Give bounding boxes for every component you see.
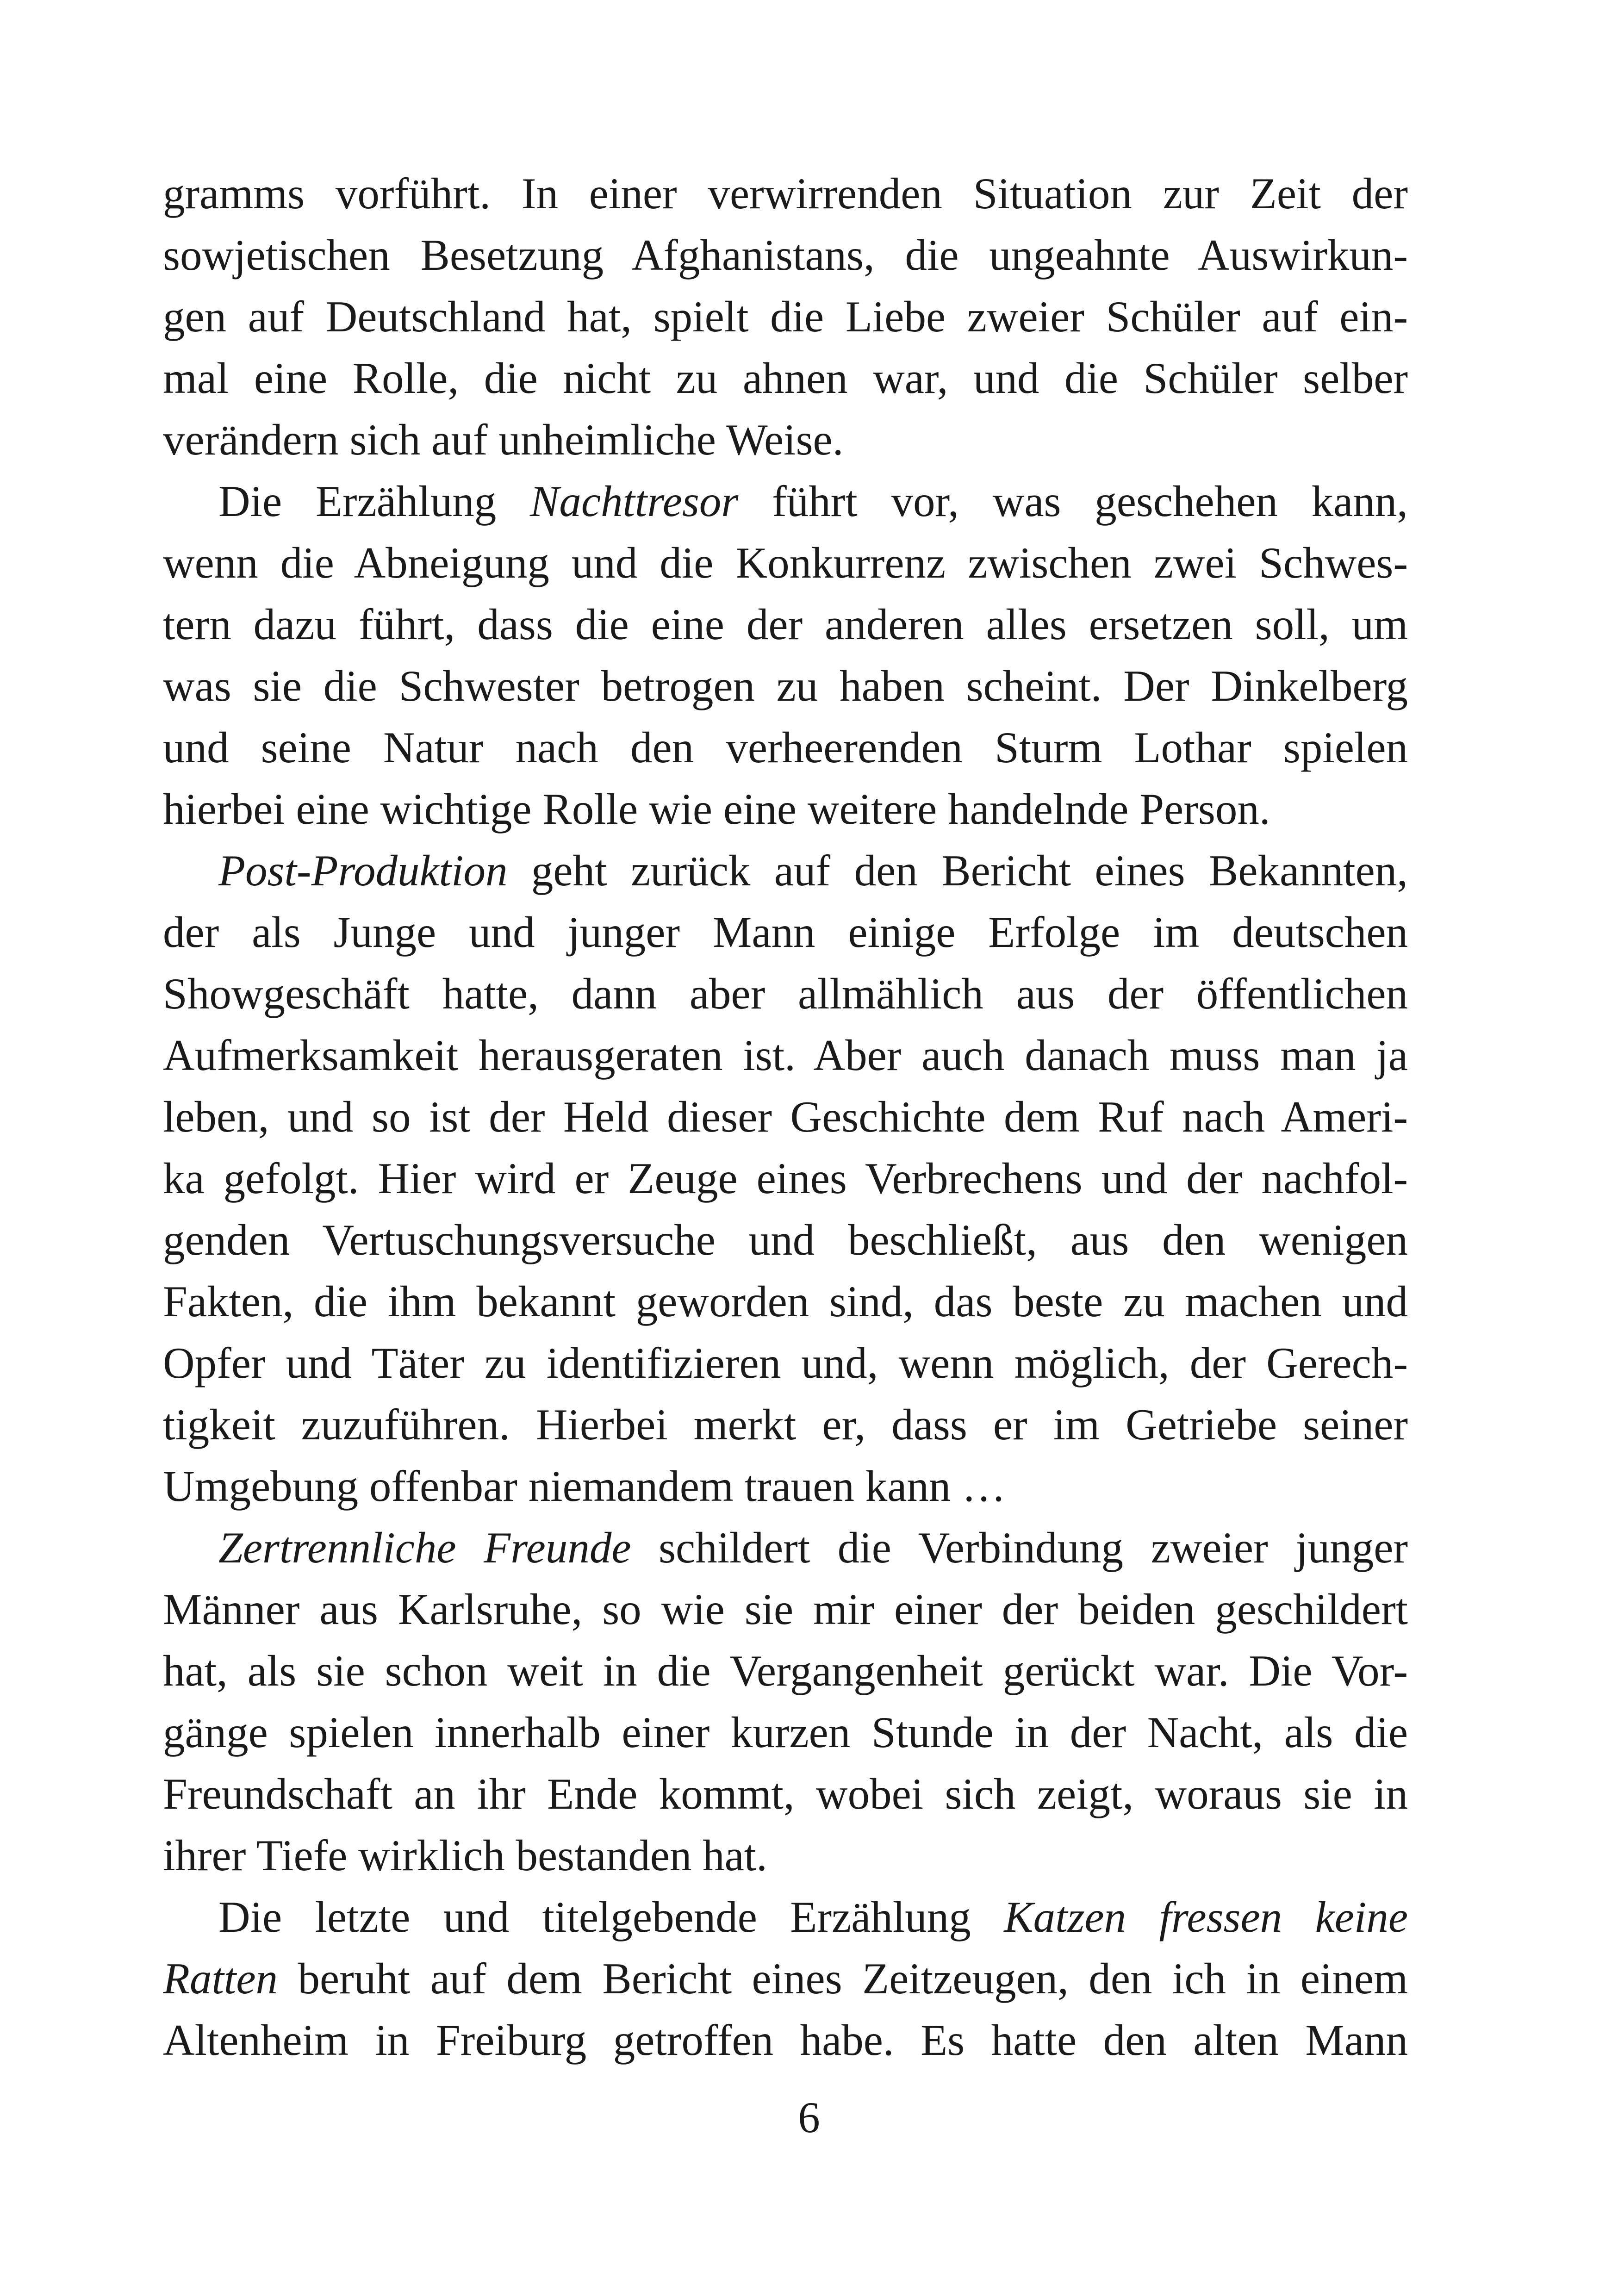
- text-line: [163, 1148, 1408, 1209]
- text-span: tern dazu führt, dass die eine der anderen alles ersetzen soll, um: [163, 600, 1408, 649]
- text-span: und seine Natur nach den verheerenden Sturm Lothar spielen: [163, 723, 1408, 772]
- text-span: mal eine Rolle, die nicht zu ahnen war, und die Schüler selber: [163, 354, 1408, 403]
- text-line: [163, 902, 1408, 963]
- text-line: [163, 1086, 1408, 1148]
- text-span: hat, als sie schon weit in die Vergangenheit gerückt war. Die Vor-: [163, 1646, 1408, 1695]
- text-span: der als Junge und junger Mann einige Erfolge im deutschen: [163, 908, 1408, 957]
- text-span: tigkeit zuzuführen. Hierbei merkt er, dass er im Getriebe seiner: [163, 1400, 1408, 1449]
- text-line: [163, 655, 1408, 717]
- italic-title: Nachttresor: [530, 477, 739, 526]
- text-span: schildert die Verbindung zweier junger: [631, 1523, 1408, 1572]
- text-line: [163, 1948, 1408, 2010]
- text-span: Die letzte und titelgebende Erzählung: [218, 1892, 1004, 1941]
- text-line: [163, 286, 1408, 348]
- text-span: gen auf Deutschland hat, spielt die Liebe zweier Schüler auf ein-: [163, 292, 1408, 341]
- body-text: [163, 163, 1408, 2071]
- text-line: [163, 224, 1408, 286]
- text-line: [163, 1332, 1408, 1394]
- italic-title: Post-Produktion: [218, 846, 508, 895]
- text-line: [163, 2010, 1408, 2071]
- text-span: was sie die Schwester betrogen zu haben scheint. Der Dinkelberg: [163, 661, 1408, 710]
- text-line: [163, 1456, 1408, 1517]
- text-span: ihrer Tiefe wirklich bestanden hat.: [163, 1831, 767, 1880]
- text-span: hierbei eine wichtige Rolle wie eine weitere handelnde Person.: [163, 784, 1270, 834]
- text-line: [163, 1825, 1408, 1886]
- text-line: [163, 532, 1408, 594]
- text-span: verändern sich auf unheimliche Weise.: [163, 415, 844, 464]
- text-span: Showgeschäft hatte, dann aber allmählich aus der öffentlichen: [163, 969, 1408, 1018]
- text-line: [163, 963, 1408, 1025]
- text-span: gänge spielen innerhalb einer kurzen Stunde in der Nacht, als die: [163, 1708, 1408, 1757]
- text-line: [163, 1025, 1408, 1086]
- text-span: leben, und so ist der Held dieser Geschichte dem Ruf nach Ameri-: [163, 1092, 1408, 1141]
- text-line: [163, 1517, 1408, 1579]
- text-line: [163, 1579, 1408, 1640]
- text-line: [163, 348, 1408, 409]
- text-span: Freundschaft an ihr Ende kommt, wobei sich zeigt, woraus sie in: [163, 1769, 1408, 1818]
- text-line: [163, 778, 1408, 840]
- text-line: [163, 1271, 1408, 1332]
- paragraph: [163, 471, 1408, 840]
- text-line: [163, 1394, 1408, 1456]
- paragraph: [163, 1886, 1408, 2071]
- text-line: [163, 1763, 1408, 1825]
- paragraph: [163, 1517, 1408, 1886]
- text-span: Die Erzählung: [218, 477, 530, 526]
- text-line: [163, 1209, 1408, 1271]
- paragraph: [163, 840, 1408, 1517]
- text-line: [163, 471, 1408, 532]
- text-span: Fakten, die ihm bekannt geworden sind, das beste zu machen und: [163, 1277, 1408, 1326]
- page-number: 6: [798, 2093, 820, 2142]
- text-line: [163, 717, 1408, 778]
- text-span: geht zurück auf den Bericht eines Bekannten,: [507, 846, 1408, 895]
- text-span: Aufmerksamkeit herausgeraten ist. Aber auch danach muss man ja: [163, 1031, 1408, 1080]
- text-line: [163, 1702, 1408, 1763]
- text-span: führt vor, was geschehen kann,: [738, 477, 1408, 526]
- text-span: Altenheim in Freiburg getroffen habe. Es hatte den alten Mann: [163, 2016, 1408, 2065]
- text-line: [163, 840, 1408, 902]
- text-line: [163, 409, 1408, 471]
- text-span: genden Vertuschungsversuche und beschließt, aus den wenigen: [163, 1215, 1408, 1264]
- text-span: beruht auf dem Bericht eines Zeitzeugen, den ich in einem: [277, 1954, 1408, 2003]
- paragraph: [163, 163, 1408, 471]
- italic-title: Zertrennliche Freunde: [218, 1523, 631, 1572]
- text-span: Männer aus Karlsruhe, so wie sie mir einer der beiden geschildert: [163, 1585, 1408, 1634]
- text-line: [163, 594, 1408, 655]
- text-span: Opfer und Täter zu identifizieren und, wenn möglich, der Gerech-: [163, 1338, 1408, 1388]
- text-span: ka gefolgt. Hier wird er Zeuge eines Verbrechens und der nachfol-: [163, 1154, 1408, 1203]
- text-span: gramms vorführt. In einer verwirrenden Situation zur Zeit der: [163, 169, 1408, 218]
- italic-title: Ratten: [163, 1954, 278, 2003]
- text-span: sowjetischen Besetzung Afghanistans, die ungeahnte Auswirkun-: [163, 230, 1408, 280]
- text-span: Umgebung offenbar niemandem trauen kann …: [163, 1462, 1006, 1511]
- text-span: wenn die Abneigung und die Konkurrenz zwischen zwei Schwes-: [163, 538, 1408, 587]
- text-line: [163, 1886, 1408, 1948]
- text-line: [163, 1640, 1408, 1702]
- text-line: [163, 163, 1408, 224]
- italic-title: Katzen fressen keine: [1004, 1892, 1408, 1941]
